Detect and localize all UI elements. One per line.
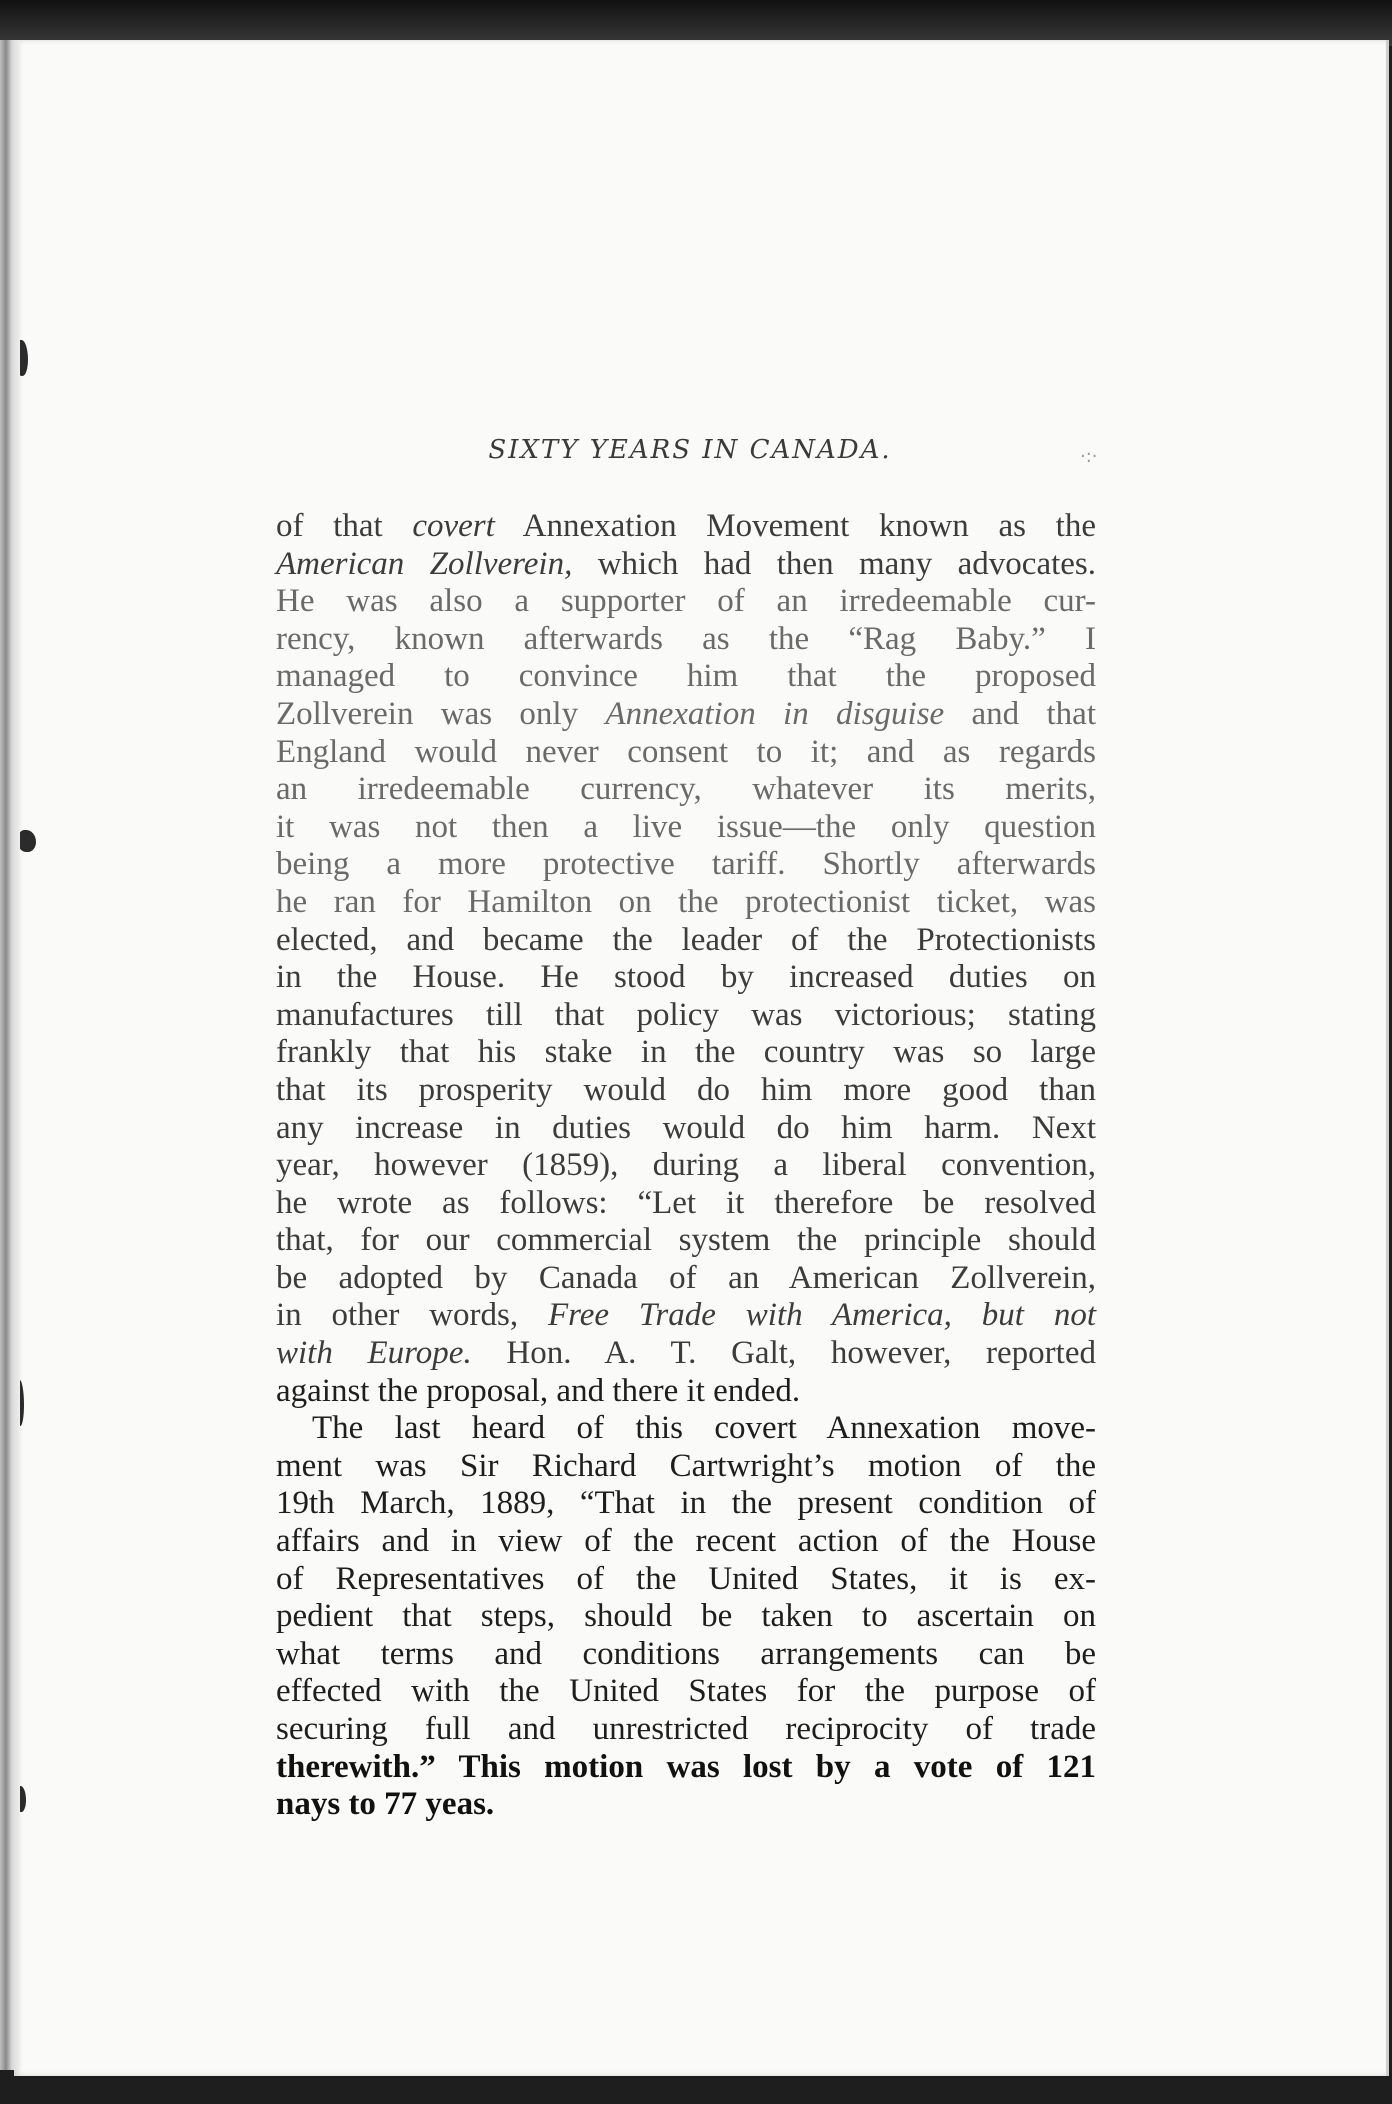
text-line bbox=[276, 1110, 1096, 1148]
text-line bbox=[276, 1673, 1096, 1711]
text-line bbox=[276, 922, 1096, 960]
text-run: and that bbox=[944, 695, 1096, 732]
page-gutter-edge bbox=[0, 40, 20, 2070]
text-run: an irredeemable currency, whatever its merits, bbox=[276, 771, 1096, 808]
text-run: being a more protective tariff. Shortly afterwards bbox=[276, 846, 1096, 883]
body-text bbox=[276, 508, 1096, 1824]
text-run: any increase in duties would do him harm. Next bbox=[276, 1109, 1096, 1146]
text-line bbox=[276, 1711, 1096, 1749]
text-line bbox=[276, 884, 1096, 922]
italic-text-run: covert bbox=[412, 508, 495, 544]
text-run: therewith.” This motion was lost by a vote of 121 bbox=[276, 1748, 1096, 1785]
italic-text-run: Annexation in disguise bbox=[605, 695, 945, 732]
text-line bbox=[276, 1448, 1096, 1486]
text-run: Hon. A. T. Galt, however, reported bbox=[471, 1335, 1096, 1372]
text-run: manufactures till that policy was victorious; stating bbox=[276, 996, 1096, 1033]
text-line bbox=[276, 658, 1096, 696]
text-run: rency, known afterwards as the “Rag Baby.” I bbox=[276, 620, 1096, 657]
text-run: managed to convince him that the proposed bbox=[276, 658, 1096, 695]
text-run: what terms and conditions arrangements can be bbox=[276, 1635, 1096, 1672]
text-run: nays to 77 yeas. bbox=[276, 1786, 495, 1823]
text-line bbox=[276, 1786, 1096, 1824]
text-run: frankly that his stake in the country was so large bbox=[276, 1034, 1096, 1071]
text-run: pedient that steps, should be taken to ascertain on bbox=[276, 1598, 1096, 1635]
text-run: it was not then a live issue—the only question bbox=[276, 808, 1096, 845]
text-line bbox=[276, 1185, 1096, 1223]
text-run: be adopted by Canada of an American Zollverein, bbox=[276, 1259, 1096, 1296]
text-line bbox=[276, 696, 1096, 734]
text-run: effected with the United States for the purpose of bbox=[276, 1673, 1096, 1710]
text-line bbox=[276, 1222, 1096, 1260]
text-line bbox=[276, 1410, 1096, 1448]
text-run: England would never consent to it; and as regards bbox=[276, 733, 1096, 770]
text-line bbox=[276, 1072, 1096, 1110]
text-run: of Representatives of the United States, it is ex- bbox=[276, 1560, 1096, 1597]
text-run: Zollverein was only bbox=[276, 695, 606, 732]
text-line bbox=[276, 1034, 1096, 1072]
text-line bbox=[276, 771, 1096, 809]
text-run: elected, and became the leader of the Protectionists bbox=[276, 921, 1096, 958]
text-run: he wrote as follows: “Let it therefore be resolved bbox=[276, 1184, 1096, 1221]
text-run: Annexation Movement known as the bbox=[494, 508, 1096, 544]
print-speck: ·:· bbox=[1080, 446, 1098, 467]
text-line bbox=[276, 846, 1096, 884]
text-run: in other words, bbox=[276, 1297, 548, 1334]
text-line bbox=[276, 546, 1096, 584]
text-line bbox=[276, 1636, 1096, 1674]
text-line bbox=[276, 959, 1096, 997]
text-run: ment was Sir Richard Cartwright’s motion of the bbox=[276, 1447, 1096, 1484]
text-run: He was also a supporter of an irredeemable cur- bbox=[276, 583, 1096, 620]
text-run: he ran for Hamilton on the protectionist ticket, was bbox=[276, 883, 1096, 920]
text-line bbox=[276, 1485, 1096, 1523]
text-line bbox=[276, 1749, 1096, 1787]
text-run: against the proposal, and there it ended. bbox=[276, 1372, 801, 1409]
text-run: securing full and unrestricted reciprocity of trade bbox=[276, 1711, 1096, 1747]
text-run: year, however (1859), during a liberal convention, bbox=[276, 1147, 1096, 1184]
text-line bbox=[276, 1147, 1096, 1185]
text-line bbox=[276, 997, 1096, 1035]
text-run: affairs and in view of the recent action of the House bbox=[276, 1523, 1096, 1560]
text-line bbox=[276, 621, 1096, 659]
text-line bbox=[276, 1561, 1096, 1599]
book-page bbox=[14, 40, 1389, 2076]
text-line bbox=[276, 809, 1096, 847]
text-line bbox=[276, 508, 1096, 546]
italic-text-run: American Zollverein, bbox=[276, 545, 573, 582]
text-run: 19th March, 1889, “That in the present condition of bbox=[276, 1485, 1096, 1522]
text-line bbox=[276, 1297, 1096, 1335]
text-run: that, for our commercial system the principle should bbox=[276, 1222, 1096, 1259]
text-run: of that bbox=[276, 508, 413, 544]
text-line bbox=[276, 1335, 1096, 1373]
running-head: SIXTY YEARS IN CANADA. bbox=[488, 435, 892, 465]
text-run: The last heard of this covert Annexation move- bbox=[312, 1410, 1096, 1447]
text-line bbox=[276, 1373, 1096, 1411]
text-line bbox=[276, 1523, 1096, 1561]
text-run: which had then many advocates. bbox=[572, 545, 1096, 582]
text-line bbox=[276, 734, 1096, 772]
text-line bbox=[276, 1598, 1096, 1636]
margin-ink-mark bbox=[18, 830, 36, 852]
text-run: in the House. He stood by increased duties on bbox=[276, 959, 1096, 996]
italic-text-run: Free Trade with America, but not bbox=[547, 1297, 1096, 1334]
text-line bbox=[276, 583, 1096, 621]
text-run: that its prosperity would do him more good than bbox=[276, 1071, 1096, 1108]
text-line bbox=[276, 1260, 1096, 1298]
italic-text-run: with Europe. bbox=[276, 1335, 472, 1372]
